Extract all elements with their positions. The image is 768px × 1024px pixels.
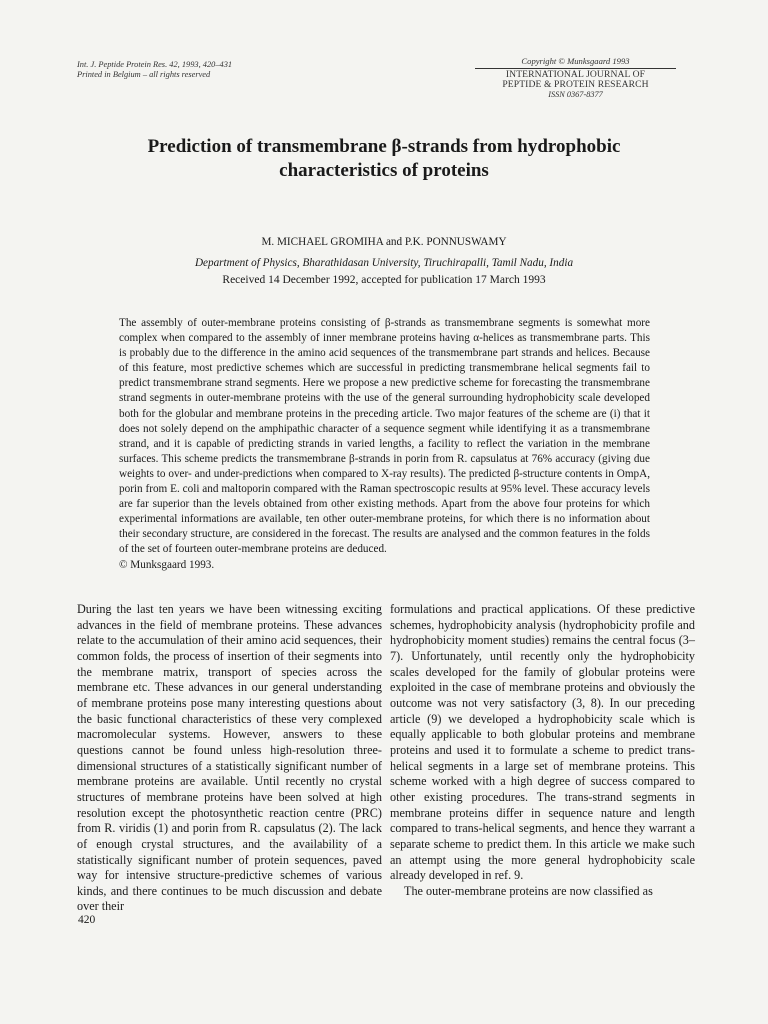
- page-number: 420: [78, 914, 96, 926]
- journal-name-line2: PEPTIDE & PROTEIN RESEARCH: [502, 79, 649, 90]
- printed-line: Printed in Belgium – all rights reserved: [77, 70, 211, 79]
- copyright-line: Copyright © Munksgaard 1993: [521, 56, 630, 66]
- journal-header: [463, 56, 688, 100]
- affiliation: Department of Physics, Bharathidasan University, Tiruchirapalli, Tamil Nadu, India: [194, 257, 574, 269]
- title-line-2: characteristics of proteins: [279, 160, 489, 181]
- citation-header: [77, 60, 232, 80]
- body-paragraph: The outer-membrane proteins are now classified as: [404, 883, 653, 898]
- body-right-column: [390, 602, 695, 899]
- abstract-copyright: © Munksgaard 1993.: [119, 558, 215, 571]
- journal-name-line1: INTERNATIONAL JOURNAL OF: [505, 69, 646, 80]
- authors: M. MICHAEL GROMIHA and P.K. PONNUSWAMY: [261, 236, 507, 248]
- received-dates: Received 14 December 1992, accepted for publication 17 March 1993: [222, 274, 546, 286]
- citation-line: Int. J. Peptide Protein Res. 42, 1993, 420–431: [77, 60, 233, 69]
- article-title: [90, 135, 678, 183]
- title-line-1: Prediction of transmembrane β-strands from hydrophobic: [147, 136, 621, 157]
- abstract: [119, 316, 650, 573]
- body-left-column: [77, 602, 382, 915]
- body-paragraph: formulations and practical applications. Of these predictive schemes, hydrophobicity analysis (hydrophobicity profile and hydrophobicity moment studies) remains the central focus (3–7). Unfortunately, until recently only the hydrophobicity scales developed for the family of globular proteins were exploited in the case of membrane proteins and obviously the outcome was not very satisfactory (3, 8). In our preceding article (9) we developed a hydrophobicity scale which is equally applicable to both globular proteins and membrane proteins and used it to formulate a scheme to predict trans-helical segments in a large set of membrane proteins. This scheme worked with a high degree of success compared to other existing procedures. The trans-strand segments in membrane proteins differ in sequence nature and length compared to trans-helical segments, and hence they warrant a separate scheme to predict them. In this article we make such an attempt using the more general hydrophobicity scale already developed in ref. 9.: [390, 602, 695, 883]
- issn: ISSN 0367-8377: [548, 90, 603, 99]
- abstract-text: The assembly of outer-membrane proteins consisting of β-strands as transmembrane segments is somewhat more complex when compared to the assembly of inner membrane proteins having α-helices as transmembrane parts. This is probably due to the difference in the amino acid sequences of the transmembrane part strands and helices. Because of this feature, most predictive schemes which are successful in predicting transmembrane helical segments fail to predict transmembrane strand segments. Here we propose a new predictive scheme for forecasting the transmembrane strand segments in outer-membrane proteins with the use of the general surrounding hydrophobicity scale developed both for the globular and membrane proteins in the preceding article. Two major features of the scheme are (i) that it does not solely depend on the amphipathic character of a sequence segment while identifying it as a transmembrane strand, and it is capable of predicting strands in varied lengths, a facility to reflect the variation in the membrane surfaces. This scheme predicts the transmembrane β-strands in porin from R. capsulatus at 76% accuracy (giving due weights to over- and under-predictions when compared to X-ray results). The predicted β-structure contents in OmpA, porin from E. coli and maltoporin compared with the Raman spectroscopic results at 95% level. These accuracy levels are far superior than the levels obtained from other existing methods. Apart from the above four proteins for which experimental informations are available, ten other outer-membrane proteins, for which there is no information about their secondary structure, are considered in the forecast. The results are analysed and the common features in the folds of the set of fourteen outer-membrane proteins are deduced.: [119, 317, 650, 556]
- body-paragraph: During the last ten years we have been witnessing exciting advances in the field of membrane proteins. These advances relate to the accumulation of their amino acid sequences, their common folds, the process of insertion of their segments into the membrane matrix, transport of species across the membrane etc. These advances in our general understanding of membrane proteins pose many interesting questions about the basic functional characteristics of these very complexed macromolecular systems. However, answers to these questions cannot be found unless high-resolution three-dimensional structures of a statistically significant number of membrane proteins are available. Until recently no crystal structures of membrane proteins have been solved at high resolution except the photosynthetic reaction centre (PRC) from R. viridis (1) and porin from R. capsulatus (2). The lack of enough crystal structures, and the availability of a statistically significant number of protein sequences, paved way for intensive structure-predictive schemes of various kinds, and there continues to be much discussion and debate over their: [77, 602, 382, 914]
